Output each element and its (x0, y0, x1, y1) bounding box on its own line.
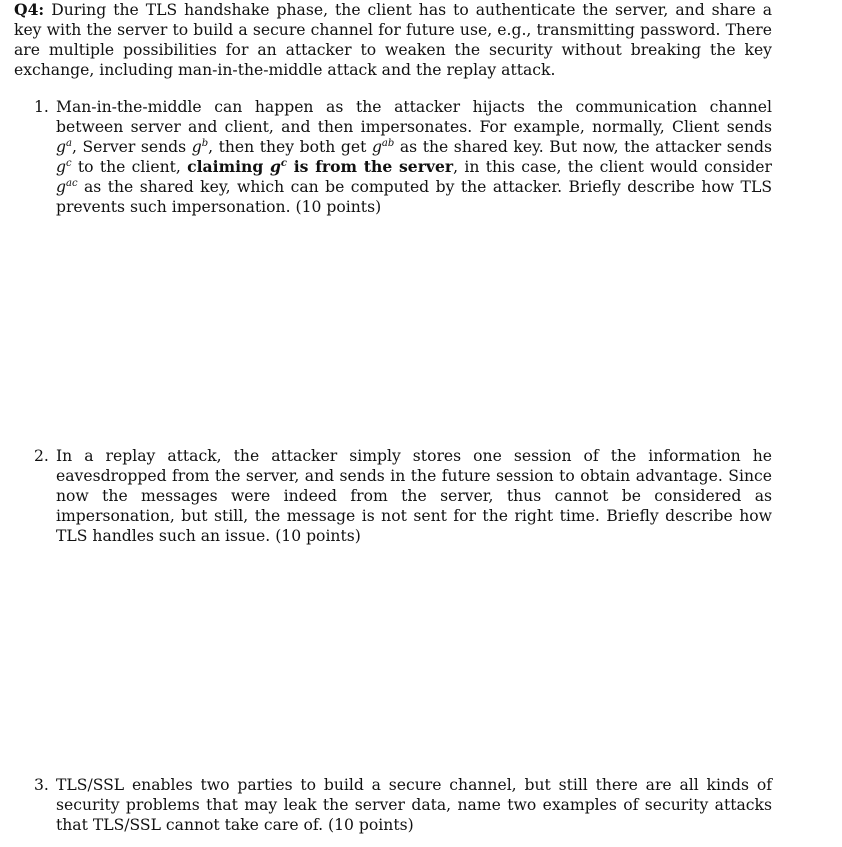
list-item-3 (34, 775, 772, 835)
question-intro (14, 0, 772, 80)
item-number: 2. (34, 447, 49, 465)
item-text: In a replay attack, the attacker simply stores one session of the information he eavesdropped from the server, and sends in the future session to obtain advantage. Since now the messages were indeed from the server, thus cannot be considered as impersonation, but still, the message is not sent for the right time. Briefly describe how TLS handles such an issue. (10 points) (56, 447, 772, 545)
list-item-2 (34, 446, 772, 546)
item-text: Man-in-the-middle can happen as the attacker hijacts the communication channel between server and client, and then impersonates. For example, normally, Client sends $g^a$, Server sends $g^b$, then they both get $g^{ab}$ as the shared key. But now, the attacker sends $g^c$ to the client, claiming $g^c$ is from the server, in this case, the client would consider $g^{ac}$ as the shared key, which can be computed by the attacker. Briefly describe how TLS prevents such impersonation. (10 points) (56, 98, 772, 216)
item-number: 1. (34, 98, 49, 116)
list-item-1 (34, 97, 772, 217)
question-label: Q4: (14, 0, 45, 19)
item-text: TLS/SSL enables two parties to build a secure channel, but still there are all kinds of security problems that may leak the server data, name two examples of security attacks that TLS/SSL cannot take care of. (10 points) (56, 776, 772, 834)
question-intro-text: During the TLS handshake phase, the client has to authenticate the server, and share a key with the server to build a secure channel for future use, e.g., transmitting password. There are multiple possibilities for an attacker to weaken the security without breaking the key exchange, including man-in-the-middle attack and the replay attack. (14, 1, 772, 79)
item-number: 3. (34, 776, 49, 794)
